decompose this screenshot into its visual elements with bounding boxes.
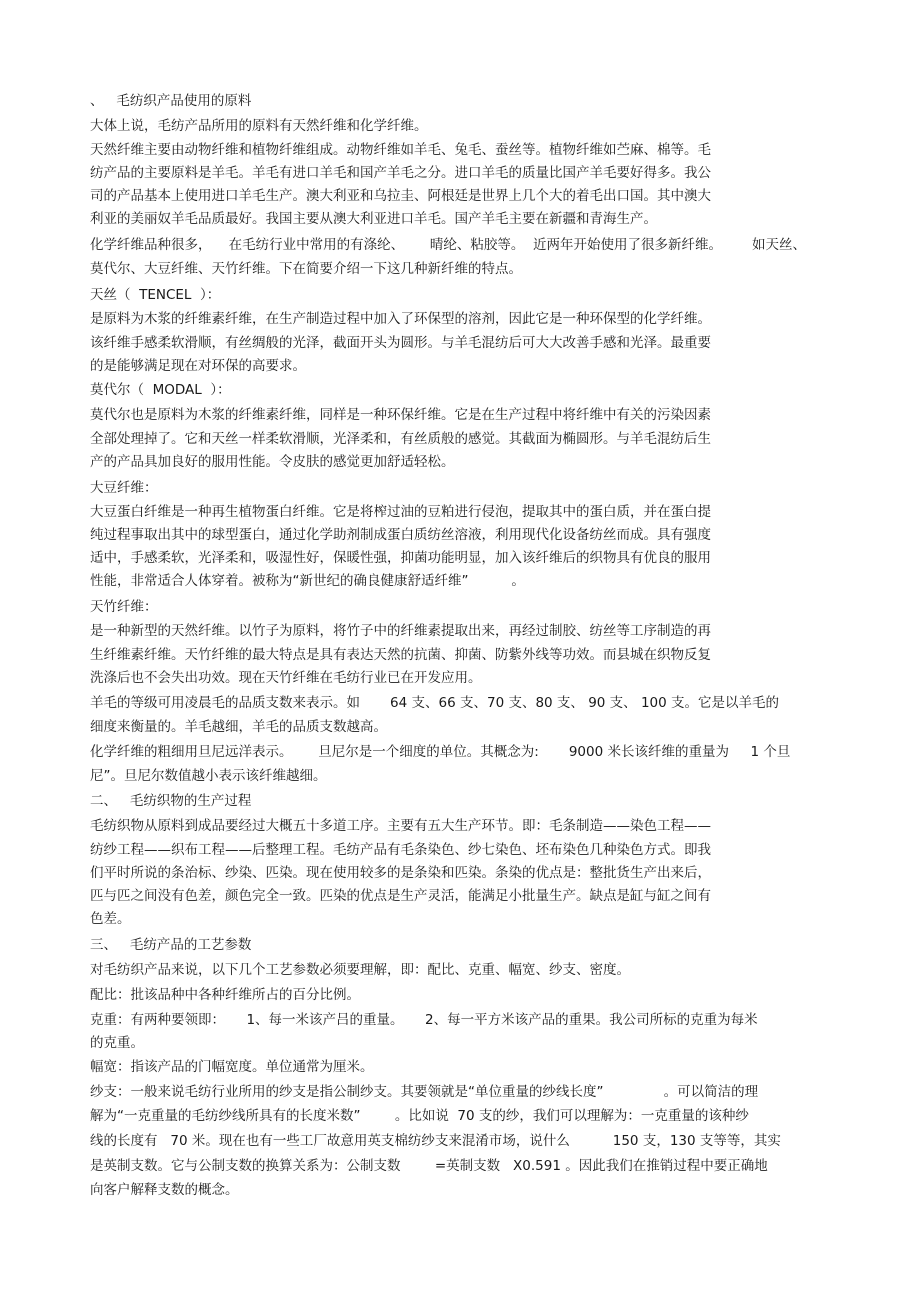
- section-heading-1: 、 毛纺织产品使用的原料: [90, 93, 252, 109]
- text-line: 纱支：一般来说毛纺行业所用的纱支是指公制纱支。其要领就是“单位重量的纱线长度” 。可以简洁的理: [90, 1084, 759, 1100]
- text-line: 纺产品的主要原料是羊毛。羊毛有进口羊毛和国产羊毛之分。进口羊毛的质量比国产羊毛要好得多。我公: [90, 165, 711, 181]
- text-line: 大豆蛋白纤维是一种再生植物蛋白纤维。它是将榨过油的豆粕进行侵泡，提取其中的蛋白质，并在蛋白提: [90, 504, 711, 520]
- text-line: 该纤维手感柔软滑顺，有丝绸般的光泽，截面开头为圆形。与羊毛混纺后可大大改善手感和光泽。最重要: [90, 335, 711, 351]
- text-line: 线的长度有 70 米。现在也有一些工厂故意用英支棉纺纱支来混淆市场，说什么 150 支，130 支等等，其实: [90, 1133, 781, 1149]
- subheading-soybean: 大豆纤维：: [90, 480, 158, 496]
- text-line: 是一种新型的天然纤维。以竹子为原料，将竹子中的纤维素提取出来，再经过制胶、纺丝等工序制造的再: [90, 623, 711, 639]
- text-line: 匹与匹之间没有色差，颜色完全一致。匹染的优点是生产灵活，能满足小批量生产。缺点是缸与缸之间有: [90, 888, 711, 904]
- text-line: 全部处理掉了。它和天丝一样柔软滑顺，光泽柔和，有丝质般的感觉。其截面为椭圆形。与羊毛混纺后生: [90, 431, 711, 447]
- text-line: 色差。: [90, 911, 131, 927]
- text-line: 克重：有两种要领即： 1、每一米该产吕的重量。 2、每一平方米该产品的重果。我公司所标的克重为每米: [90, 1012, 758, 1028]
- text-line: 莫代尔、大豆纤维、天竹纤维。下在简要介绍一下这几种新纤维的特点。: [90, 261, 522, 277]
- text-line: 纯过程事取出其中的球型蛋白，通过化学助剂制成蛋白质纺丝溶液，利用现代化设备纺丝而成。具有强度: [90, 527, 711, 543]
- text-line: 细度来衡量的。羊毛越细，羊毛的品质支数越高。: [90, 719, 387, 735]
- text-line: 纺纱工程——织布工程——后整理工程。毛纺产品有毛条染色、纱七染色、坯布染色几种染色方式。即我: [90, 842, 711, 858]
- text-line: 洗涤后也不会失出功效。现在天竹纤维在毛纺行业已在开发应用。: [90, 670, 482, 686]
- text-line: 毛纺织物从原料到成品要经过大概五十多道工序。主要有五大生产环节。即：毛条制造——染色工程——: [90, 818, 711, 834]
- text-line: 向客户解释支数的概念。: [90, 1182, 239, 1198]
- text-line: 羊毛的等级可用凌晨毛的品质支数来表示。如 64 支、66 支、70 支、80 支、 90 支、 100 支。它是以羊毛的: [90, 695, 780, 711]
- text-line: 们平时所说的条治标、纱染、匹染。现在使用较多的是条染和匹染。条染的优点是：整批货生产出来后，: [90, 865, 711, 881]
- text-line: 利亚的美丽奴羊毛品质最好。我国主要从澳大利亚进口羊毛。国产羊毛主要在新疆和青海生产。: [90, 211, 657, 227]
- subheading-modal: 莫代尔（ MODAL ）：: [90, 382, 231, 398]
- text-line: 对毛纺织产品来说，以下几个工艺参数必须要理解，即：配比、克重、幅宽、纱支、密度。: [90, 962, 630, 978]
- text-line: 的是能够满足现在对环保的高要求。: [90, 358, 306, 374]
- subheading-bamboo: 天竹纤维：: [90, 599, 158, 615]
- text-line: 莫代尔也是原料为木浆的纤维素纤维，同样是一种环保纤维。它是在生产过程中将纤维中有关的污染因素: [90, 407, 711, 423]
- text-line: 解为“一克重量的毛纺纱线所具有的长度米数” 。比如说 70 支的纱，我们可以理解为：一克重量的该种纱: [90, 1108, 749, 1124]
- text-line: 化学纤维品种很多， 在毛纺行业中常用的有涤纶、 晴纶、粘胶等。 近两年开始使用了很多新纤维。 如天丝、: [90, 237, 807, 253]
- text-line: 配比：批该品种中各种纤维所占的百分比例。: [90, 987, 360, 1003]
- text-line: 化学纤维的粗细用旦尼远洋表示。 旦尼尔是一个细度的单位。其概念为: 9000 米长该纤维的重量为 1 个旦: [90, 744, 791, 760]
- text-line: 大体上说，毛纺产品所用的原料有天然纤维和化学纤维。: [90, 118, 428, 134]
- text-line: 适中，手感柔软，光泽柔和，吸湿性好，保暖性强，抑菌功能明显，加入该纤维后的织物具有优良的服用: [90, 550, 711, 566]
- text-line: 天然纤维主要由动物纤维和植物纤维组成。动物纤维如羊毛、兔毛、蚕丝等。植物纤维如苎麻、棉等。毛: [90, 142, 711, 158]
- text-line: 性能，非常适合人体穿着。被称为“新世纪的确良健康舒适纤维” 。: [90, 573, 525, 589]
- text-line: 尼”。旦尼尔数值越小表示该纤维越细。: [90, 768, 327, 784]
- text-line: 产的产品具加良好的服用性能。令皮肤的感觉更加舒适轻松。: [90, 454, 455, 470]
- text-line: 的克重。: [90, 1035, 144, 1051]
- section-heading-3: 三、 毛纺产品的工艺参数: [90, 937, 252, 953]
- text-line: 司的产品基本上使用进口羊毛生产。澳大利亚和乌拉圭、阿根廷是世界上几个大的着毛出口国。其中澳大: [90, 188, 711, 204]
- section-heading-2: 二、 毛纺织物的生产过程: [90, 793, 252, 809]
- text-line: 幅宽：指该产品的门幅宽度。单位通常为厘米。: [90, 1059, 374, 1075]
- subheading-tencel: 天丝（ TENCEL ）：: [90, 287, 221, 303]
- text-line: 生纤维素纤维。天竹纤维的最大特点是具有表达天然的抗菌、抑菌、防紫外线等功效。而县城在织物反复: [90, 647, 711, 663]
- text-line: 是英制支数。它与公制支数的换算关系为：公制支数 =英制支数 X0.591 。因此我们在推销过程中要正确地: [90, 1158, 768, 1174]
- text-line: 是原料为木浆的纤维素纤维，在生产制造过程中加入了环保型的溶剂，因此它是一种环保型的化学纤维。: [90, 311, 711, 327]
